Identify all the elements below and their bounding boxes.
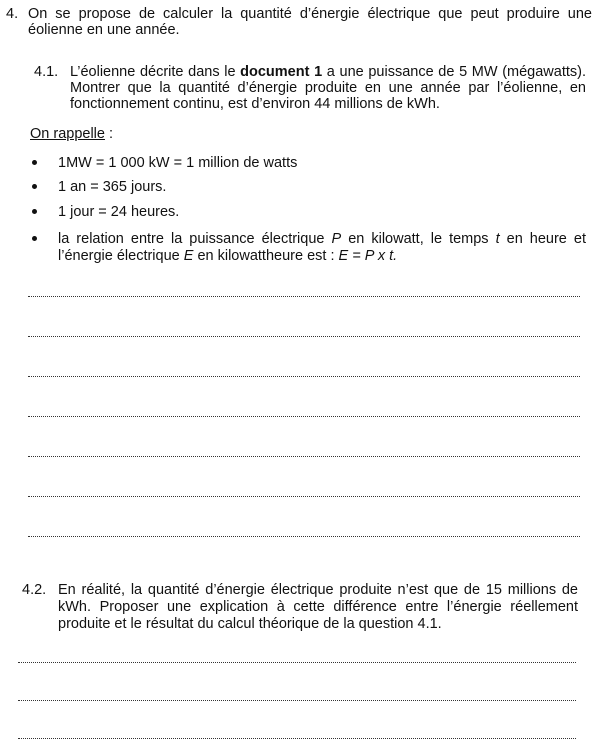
symbol-P: P <box>331 231 342 247</box>
answer-line[interactable] <box>18 700 576 701</box>
formula: E = P x t. <box>338 248 398 264</box>
answer-line[interactable] <box>28 336 580 337</box>
question-4-number: 4. <box>6 6 19 22</box>
bullet-icon <box>32 209 37 214</box>
question-4-1-text-end: a une puissance de 5 MW (mégawatts). Montrer que la quantité d’énergie produite en une année par l’éolienne, en fonctionnement continu, est d’environ 44 millions de kWh. <box>70 64 586 112</box>
answer-line[interactable] <box>28 456 580 457</box>
answer-line[interactable] <box>28 496 580 497</box>
question-4-2-number: 4.2. <box>22 582 47 598</box>
reminder-item-relation <box>58 231 586 265</box>
reminder-item-year: 1 an = 365 jours. <box>58 179 167 195</box>
reminder-colon: : <box>104 126 114 142</box>
question-4-1-text-start: L’éolienne décrite dans le <box>70 64 241 80</box>
reminder-heading <box>30 126 113 143</box>
bullet-icon <box>32 236 37 241</box>
question-4-1-number: 4.1. <box>34 64 59 80</box>
document-reference: document 1 <box>240 64 323 80</box>
answer-line[interactable] <box>28 376 580 377</box>
answer-line[interactable] <box>18 738 576 739</box>
relation-text-4: en kilowattheure est : <box>193 248 339 264</box>
relation-text-3: en heure et l’énergie électrique <box>58 231 586 264</box>
relation-text-2: en kilowatt, le temps <box>341 231 496 247</box>
answer-line[interactable] <box>18 662 576 663</box>
symbol-E: E <box>183 248 194 264</box>
answer-line[interactable] <box>28 536 580 537</box>
bullet-icon <box>32 160 37 165</box>
symbol-t: t <box>495 231 500 247</box>
answer-line[interactable] <box>28 416 580 417</box>
relation-text-1: la relation entre la puissance électrique <box>58 231 332 247</box>
bullet-icon <box>32 184 37 189</box>
reminder-item-mw: 1MW = 1 000 kW = 1 million de watts <box>58 155 298 171</box>
question-4-text: On se propose de calculer la quantité d’énergie électrique que peut produire une éolienne en une année. <box>28 6 592 38</box>
reminder-title: On rappelle <box>30 126 105 142</box>
question-4-1-text <box>70 64 586 112</box>
question-4-2-text: En réalité, la quantité d’énergie électrique produite n’est que de 15 millions de kWh. Proposer une explication à cette différence entre l’énergie réellement produite et le résultat du calcul théorique de la question 4.1. <box>58 582 578 632</box>
reminder-item-day: 1 jour = 24 heures. <box>58 204 180 220</box>
answer-line[interactable] <box>28 296 580 297</box>
